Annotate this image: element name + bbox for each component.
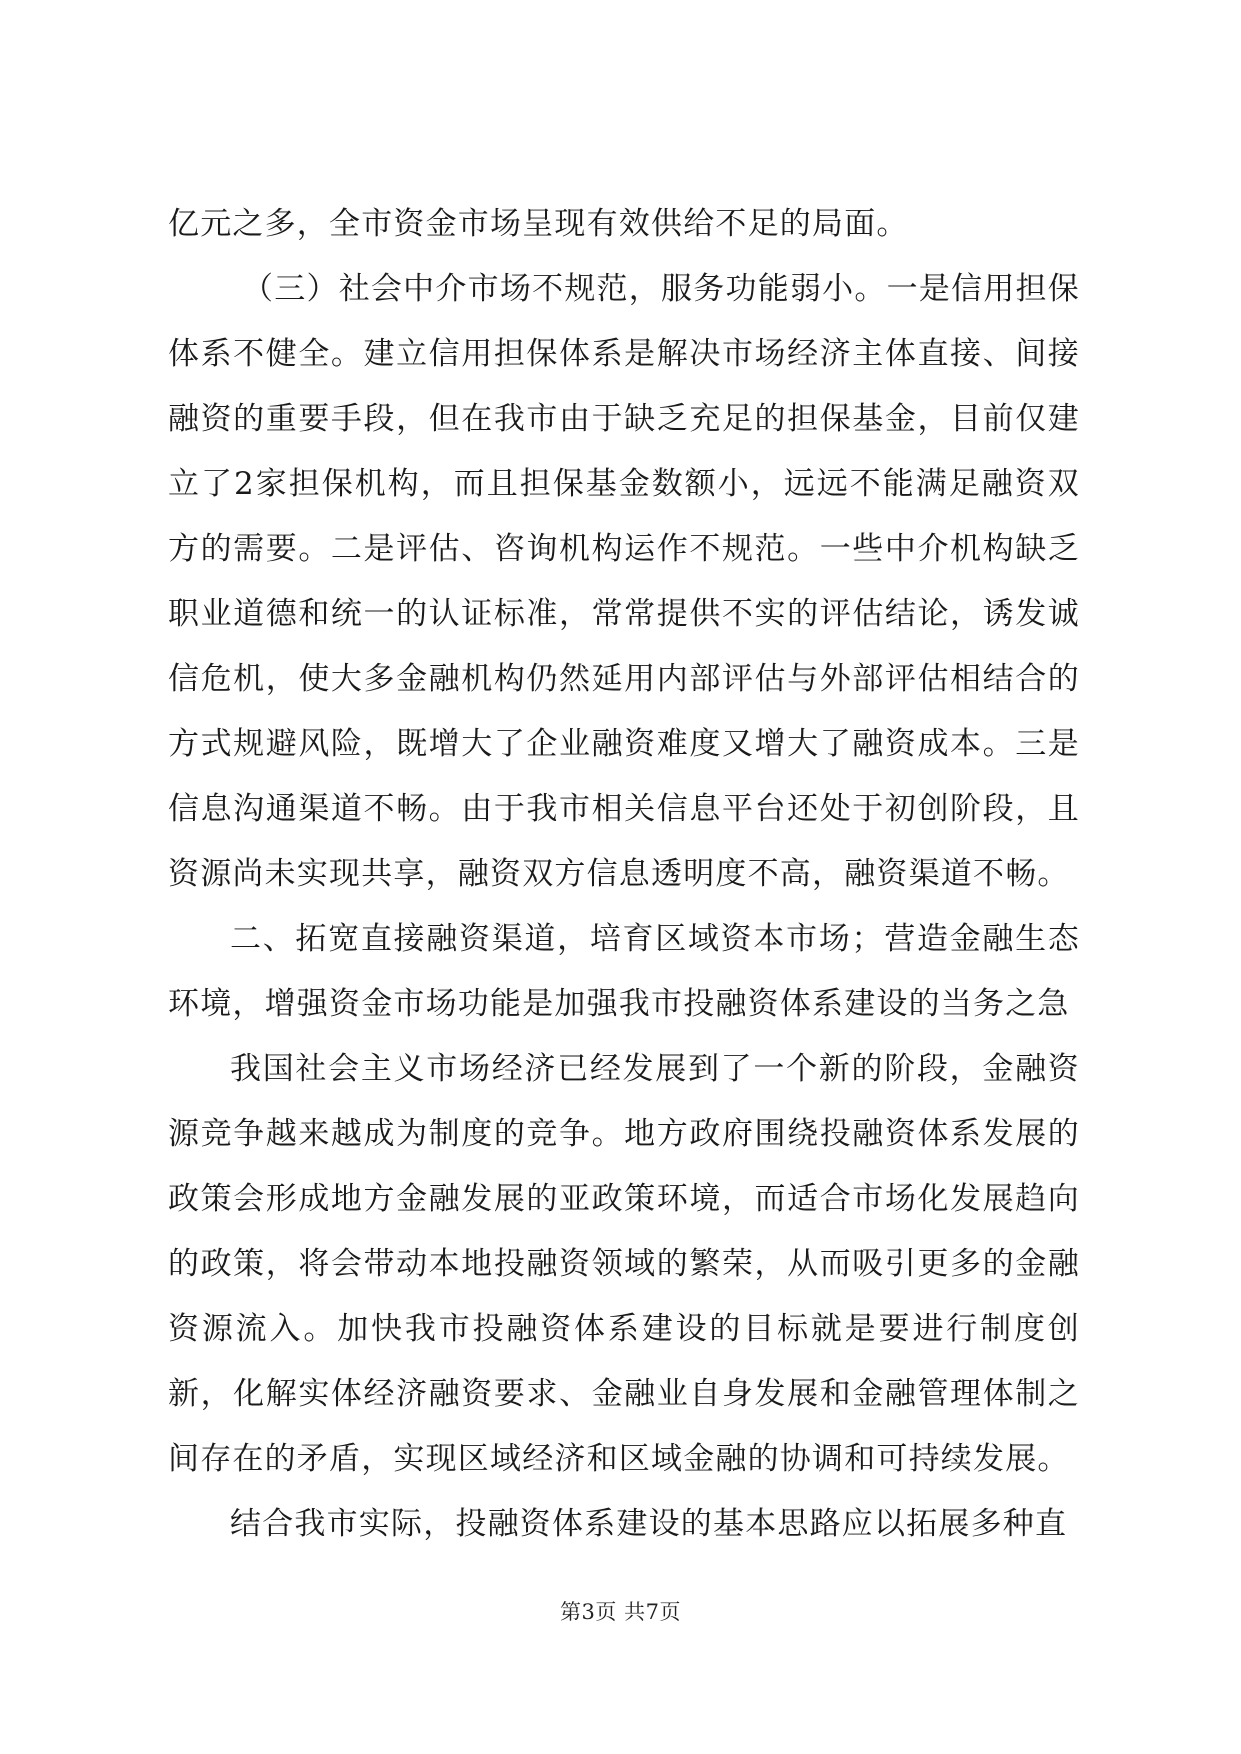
paragraph-market-economy: 我国社会主义市场经济已经发展到了一个新的阶段，金融资源竞争越来越成为制度的竞争。地方政府围绕投融资体系发展的政策会形成地方金融发展的亚政策环境，而适合市场化发展趋向的政策，将会带动本地投融资领域的繁荣，从而吸引更多的金融资源流入。加快我市投融资体系建设的目标就是要进行制度创新，化解实体经济融资要求、金融业自身发展和金融管理体制之间存在的矛盾，实现区域经济和区域金融的协调和可持续发展。 [168,1051,1080,1477]
section-heading-two: 二、拓宽直接融资渠道，培育区域资本市场；营造金融生态环境，增强资金市场功能是加强我市投融资体系建设的当务之急 [168,921,1080,1022]
paragraph-basic-approach: 结合我市实际，投融资体系建设的基本思路应以拓展多种直 [230,1506,1068,1542]
paragraph-continuation: 亿元之多，全市资金市场呈现有效供给不足的局面。 [168,206,909,242]
paragraph-section-three: （三）社会中介市场不规范，服务功能弱小。一是信用担保体系不健全。建立信用担保体系是解决市场经济主体直接、间接融资的重要手段，但在我市由于缺乏充足的担保基金，目前仅建立了2家担保机构，而且担保基金数额小，远远不能满足融资双方的需要。二是评估、咨询机构运作不规范。一些中介机构缺乏职业道德和统一的认证标准，常常提供不实的评估结论，诱发诚信危机，使大多金融机构仍然延用内部评估与外部评估相结合的方式规避风险，既增大了企业融资难度又增大了融资成本。三是信息沟通渠道不畅。由于我市相关信息平台还处于初创阶段，且资源尚未实现共享，融资双方信息透明度不高，融资渠道不畅。 [168,271,1080,892]
page-number-footer: 第3页 共7页 [560,1600,681,1624]
body-text [168,192,1080,1557]
